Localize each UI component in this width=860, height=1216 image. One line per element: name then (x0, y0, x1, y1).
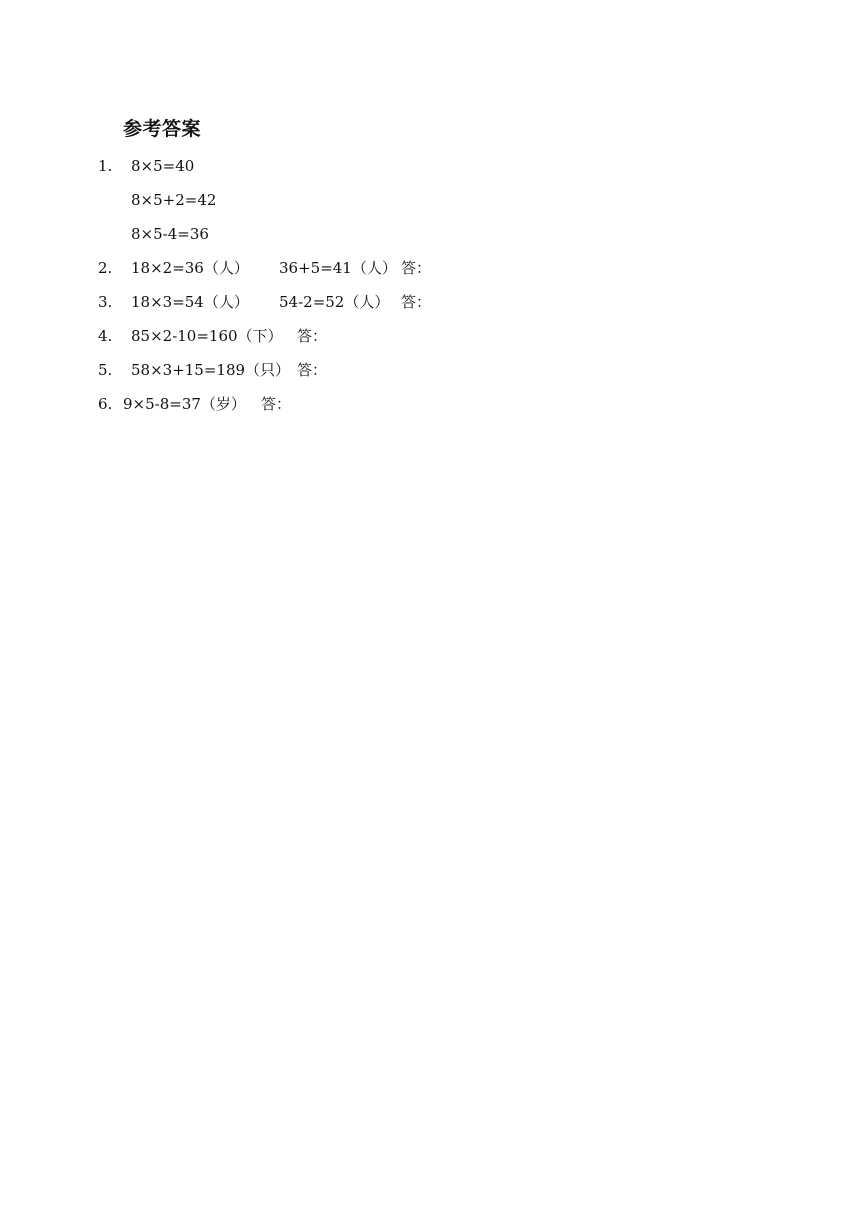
answer-label: 答： (401, 293, 432, 311)
answer-label: 答： (297, 361, 328, 379)
answer-label: 答： (401, 259, 432, 277)
answer-expression-2: 54-2=52（人） (279, 293, 390, 311)
answer-expression-1: 18×2=36（人） (131, 259, 249, 277)
answer-expression: 8×5-4=36 (131, 225, 209, 243)
page-title: 参考答案 (123, 118, 202, 140)
answer-expression-1: 18×3=54（人） (131, 293, 249, 311)
answer-expression: 8×5+2=42 (131, 191, 217, 209)
answer-expression-1: 9×5-8=37（岁） (123, 395, 246, 413)
answer-expression-1: 85×2-10=160（下） (131, 327, 283, 345)
answer-label: 答： (261, 395, 292, 413)
answer-number: 1. (98, 157, 113, 175)
answer-number: 2. (98, 259, 113, 277)
answer-number: 3. (98, 293, 113, 311)
answer-number: 6. (98, 395, 113, 413)
answer-label: 答： (297, 327, 328, 345)
answer-expression-2: 36+5=41（人） (279, 259, 397, 277)
answer-number: 5. (98, 361, 113, 379)
answer-number: 4. (98, 327, 113, 345)
answer-expression-1: 58×3+15=189（只） (131, 361, 291, 379)
answer-expression: 8×5=40 (131, 157, 195, 175)
